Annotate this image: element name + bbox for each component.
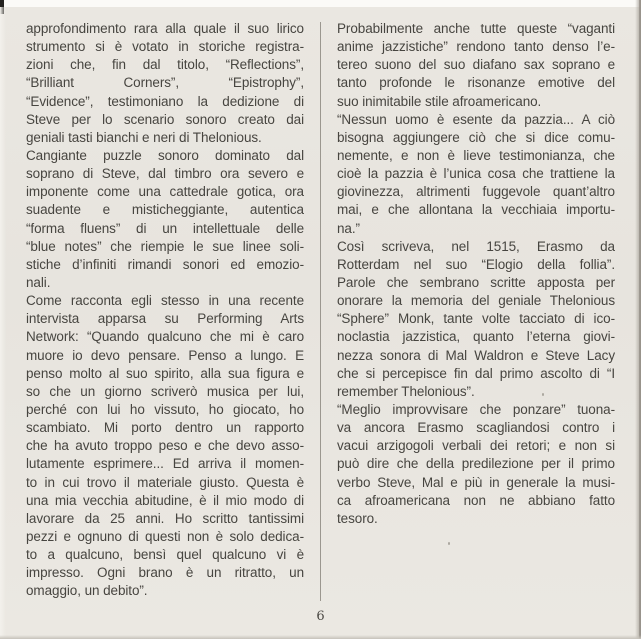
text-line: ca afroamericana non ne abbiano fatto — [337, 492, 615, 508]
text-line: zioni che, fin dal titolo, “Reflections”, — [26, 57, 304, 73]
text-line: imponente come una cattedrale gotica, ora — [26, 184, 304, 200]
text-line: perché con lui ho vissuto, ho giocato, ho — [26, 401, 304, 417]
text-line: lavorare da 25 anni. Ho scritto tantissimi — [26, 510, 304, 526]
text-line: mai, e che allontana la vecchiaia importu- — [337, 202, 615, 218]
column-divider — [320, 22, 321, 601]
text-line: verbo Steve, Mal e più in generale la musi- — [337, 474, 615, 490]
scan-top-edge — [0, 0, 641, 7]
text-line: che ha avuto troppo peso e che devo asso- — [26, 438, 304, 454]
text-line: nali. — [26, 274, 51, 290]
text-line: stiche d’infiniti rimandi sonori ed emozio- — [26, 256, 304, 272]
text-line: tereo suono del suo diafano sax soprano e — [337, 57, 615, 73]
scan-speck — [542, 393, 544, 396]
text-line: scambiato. Mi porto dentro un rapporto — [26, 420, 304, 436]
text-line: Così scriveva, nel 1515, Erasmo da — [337, 238, 615, 254]
text-line: vacui arzigogoli verbali dei retori; e non si — [337, 438, 615, 454]
text-line: che si percepisce fin dal primo ascolto di “I — [337, 365, 615, 381]
text-line: Cangiante puzzle sonoro dominato dal — [26, 147, 304, 163]
text-line: to a qualcuno, bensì quel qualcuno vi è — [26, 547, 304, 563]
text-line: onorare la memoria del geniale Thelonious — [337, 293, 615, 309]
text-line: anime jazzistiche” rendono tanto denso l’e- — [337, 39, 615, 55]
text-column-left — [26, 20, 304, 601]
page-number: 6 — [316, 609, 325, 624]
text-line: suo inimitabile stile afroamericano. — [337, 93, 542, 109]
text-line: una mia vecchia abitudine, è il mio modo di — [26, 492, 304, 508]
text-line: pezzi e ognuno di questi non è solo dedica- — [26, 528, 304, 544]
text-line: nemente, e non è lieve testimonianza, che — [337, 147, 615, 163]
text-line: strumento si è votato in storiche registra- — [26, 39, 304, 55]
text-line: nezza sonora di Mal Waldron e Steve Lacy — [337, 347, 615, 363]
text-line: muore io devo pensare. Penso a lungo. E — [26, 347, 304, 363]
text-line: remember Thelonious”. — [337, 383, 475, 399]
text-line: suadente e misticheggiante, autentica — [26, 202, 304, 218]
text-line: bisogna aggiungere ciò che si dice comu- — [337, 129, 615, 145]
text-line: so che un giorno scriverò musica per lui, — [26, 383, 304, 399]
text-line: tesoro. — [337, 510, 378, 526]
scan-speck — [448, 542, 450, 545]
text-line: to in cui trovo il materiale giusto. Questa è — [26, 474, 304, 490]
text-line: noclastia jazzistica, quanto l’eterna giovi- — [337, 329, 615, 345]
text-line: lutamente esprimere... Ed arriva il momen- — [26, 456, 304, 472]
text-line: “blue notes” che riempie le sue linee soli- — [26, 238, 304, 254]
text-line: “Sphere” Monk, tante volte tacciato di ico- — [337, 311, 615, 327]
text-line: va ancora Erasmo scagliandosi contro i — [337, 420, 615, 436]
text-line: giovinezza, altrimenti fuggevole quant’altro — [337, 184, 615, 200]
text-line: tanto profonde le risonanze emotive del — [337, 75, 615, 91]
text-line: Rotterdam nel suo “Elogio della follia”. — [337, 256, 615, 272]
text-line: Probabilmente anche tutte queste “vaganti — [337, 21, 615, 36]
text-line: Steve per lo scenario sonoro creato dai — [26, 111, 304, 127]
text-column-right — [337, 20, 615, 528]
text-line: “Nessun uomo è esente da pazzia... A ciò — [337, 111, 615, 127]
text-line: soprano di Steve, dal timbro ora severo e — [26, 166, 304, 182]
scan-bottom-edge — [0, 635, 641, 639]
text-line: Parole che sembrano scritte apposta per — [337, 274, 615, 290]
text-line: intervista apparsa su Performing Arts — [26, 311, 304, 327]
text-line: impresso. Ogni brano è un ritratto, un — [26, 565, 304, 581]
text-line: approfondimento rara alla quale il suo lirico — [26, 21, 304, 36]
scan-left-edge — [0, 7, 6, 639]
text-line: cioè la pazzia è l’unica cosa che trattiene la — [337, 166, 615, 182]
text-line: “Evidence”, testimoniano la dedizione di — [26, 93, 304, 109]
text-line: penso molto al suo spirito, alla sua figura e — [26, 365, 304, 381]
text-line: può dire che della predilezione per il primo — [337, 456, 615, 472]
text-line: Come racconta egli stesso in una recente — [26, 293, 304, 309]
text-line: “forma fluens” di un intellettuale delle — [26, 220, 304, 236]
text-line: “Meglio improvvisare che ponzare” tuona- — [337, 401, 615, 417]
text-line: geniali tasti bianchi e neri di Thelonious. — [26, 129, 262, 145]
text-line: Network: “Quando qualcuno che mi è caro — [26, 329, 304, 345]
text-line: omaggio, un debito”. — [26, 583, 148, 599]
text-line: na.” — [337, 220, 360, 236]
text-line: “Brilliant Corners”, “Epistrophy”, — [26, 75, 304, 91]
